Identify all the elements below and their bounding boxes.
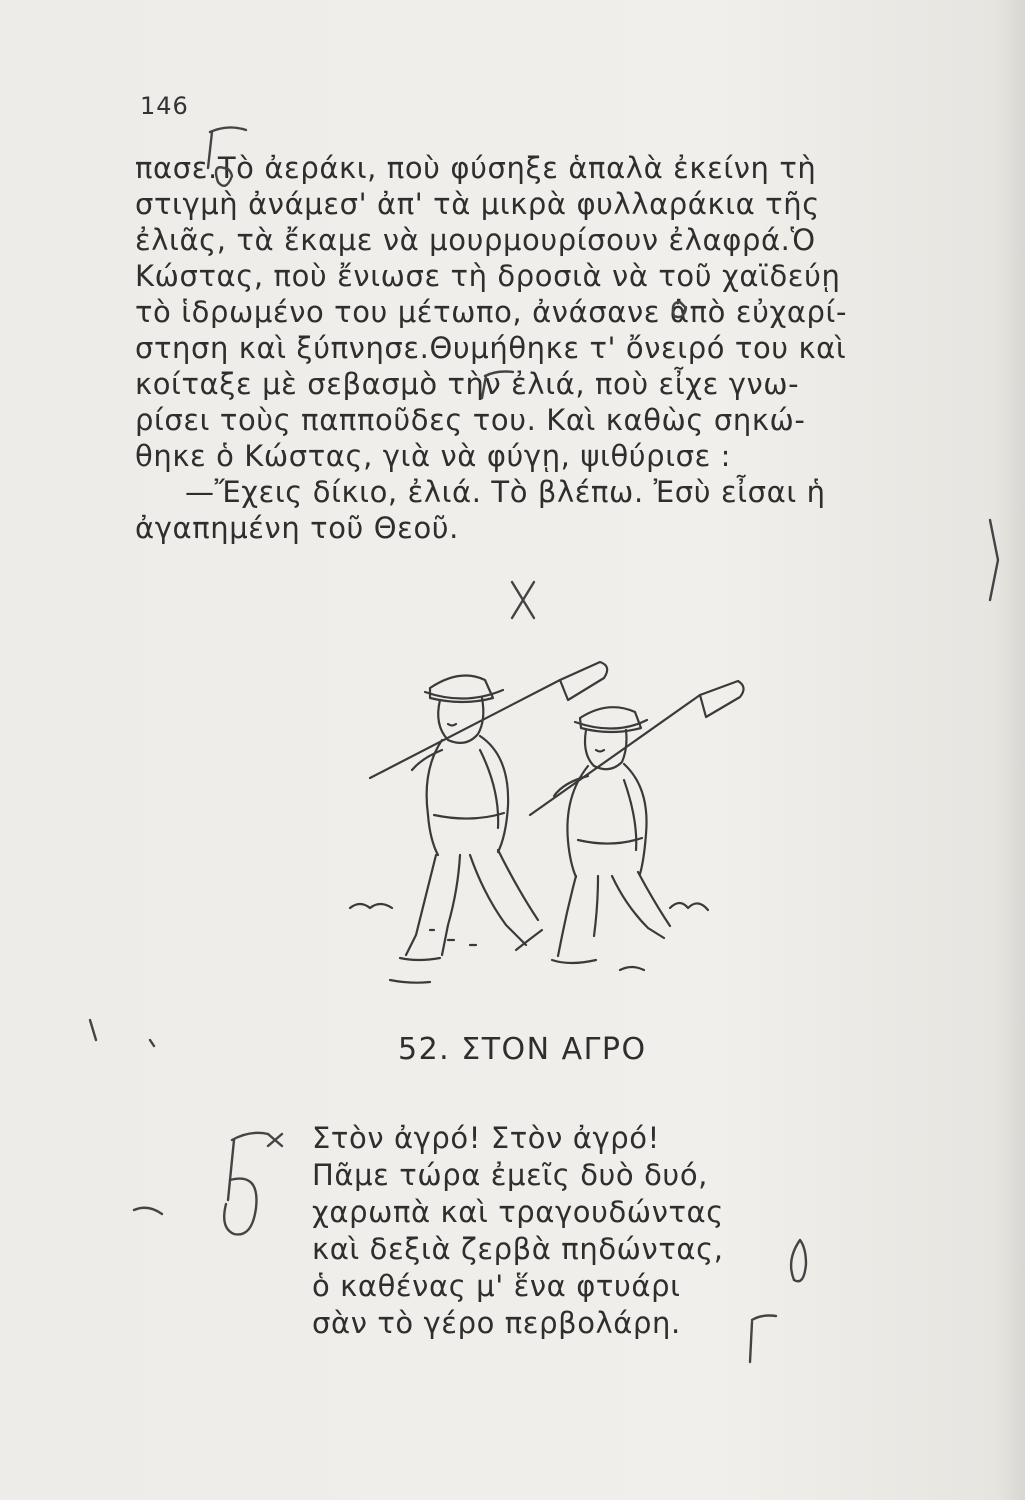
pencil-delta-mark: [224, 1179, 256, 1235]
prose-line: θηκε ὁ Κώστας, γιὰ νὰ φύγῃ, ψιθύρισε :: [135, 439, 732, 473]
prose-line-dialogue: —Ἔχεις δίκιο, ἐλιά. Τὸ βλέπω. Ἐσὺ εἶσαι ἡ: [185, 475, 826, 509]
poem-line: σὰν τὸ γέρο περβολάρη.: [312, 1306, 681, 1340]
prose-line: τὸ ἱδρωμένο του μέτωπο, ἀνάσανε ἀπὸ εὐχαρί-: [135, 295, 848, 329]
prose-line: κοίταξε μὲ σεβασμὸ τὴν ἐλιά, ποὺ εἶχε γνω-: [135, 367, 800, 401]
poem-line: Στὸν ἀγρό! Στὸν ἀγρό!: [312, 1121, 660, 1155]
prose-line: ἐλιᾶς, τὰ ἔκαμε νὰ μουρμουρίσουν ἐλαφρά.Ὁ: [135, 223, 816, 257]
prose-line: ἀγαπημένη τοῦ Θεοῦ.: [135, 511, 459, 545]
boy-left-figure: [370, 662, 607, 960]
boy-right-figure: [530, 681, 744, 963]
page-number: 146: [140, 92, 189, 120]
boys-with-shovels-illustration: [330, 640, 750, 1000]
chapter-heading: 52. ΣΤΟΝ ΑΓΡΟ: [398, 1032, 647, 1067]
pencil-small-x-mark: [268, 1134, 282, 1146]
prose-line: Κώστας, ποὺ ἔνιωσε τὴ δροσιὰ νὰ τοῦ χαϊδεύῃ: [135, 259, 841, 293]
poem-line: καὶ δεξιὰ ζερβὰ πηδώντας,: [312, 1232, 724, 1266]
poem-line: ὁ καθένας μ' ἕνα φτυάρι: [312, 1269, 681, 1303]
prose-line: πασε.Τὸ ἀεράκι, ποὺ φύσηξε ἁπαλὰ ἐκείνη τὴ: [135, 151, 817, 185]
pencil-x-mark: [512, 582, 534, 618]
prose-text: [135, 150, 965, 546]
poem-line: Πᾶμε τώρα ἐμεῖς δυὸ δυό,: [312, 1158, 708, 1192]
prose-line: ρίσει τοὺς παπποῦδες του. Καὶ καθὼς σηκώ-: [135, 403, 806, 437]
poem-line: χαρωπὰ καὶ τραγουδώντας: [312, 1195, 724, 1229]
pencil-stray-marks: [90, 1020, 154, 1046]
poem-text: [312, 1120, 792, 1342]
page-edge-shadow: [995, 0, 1025, 1500]
pencil-smudge-mark: [134, 1208, 162, 1214]
pencil-theta-mark: [791, 1240, 806, 1281]
prose-line: στηση καὶ ξύπνησε.Θυμήθηκε τ' ὄνειρό του καὶ: [135, 331, 847, 365]
pencil-gamma-mark-poem: [228, 1133, 268, 1200]
prose-line: στιγμὴ ἀνάμεσ' ἀπ' τὰ μικρὰ φυλλαράκια τῆς: [135, 187, 820, 221]
